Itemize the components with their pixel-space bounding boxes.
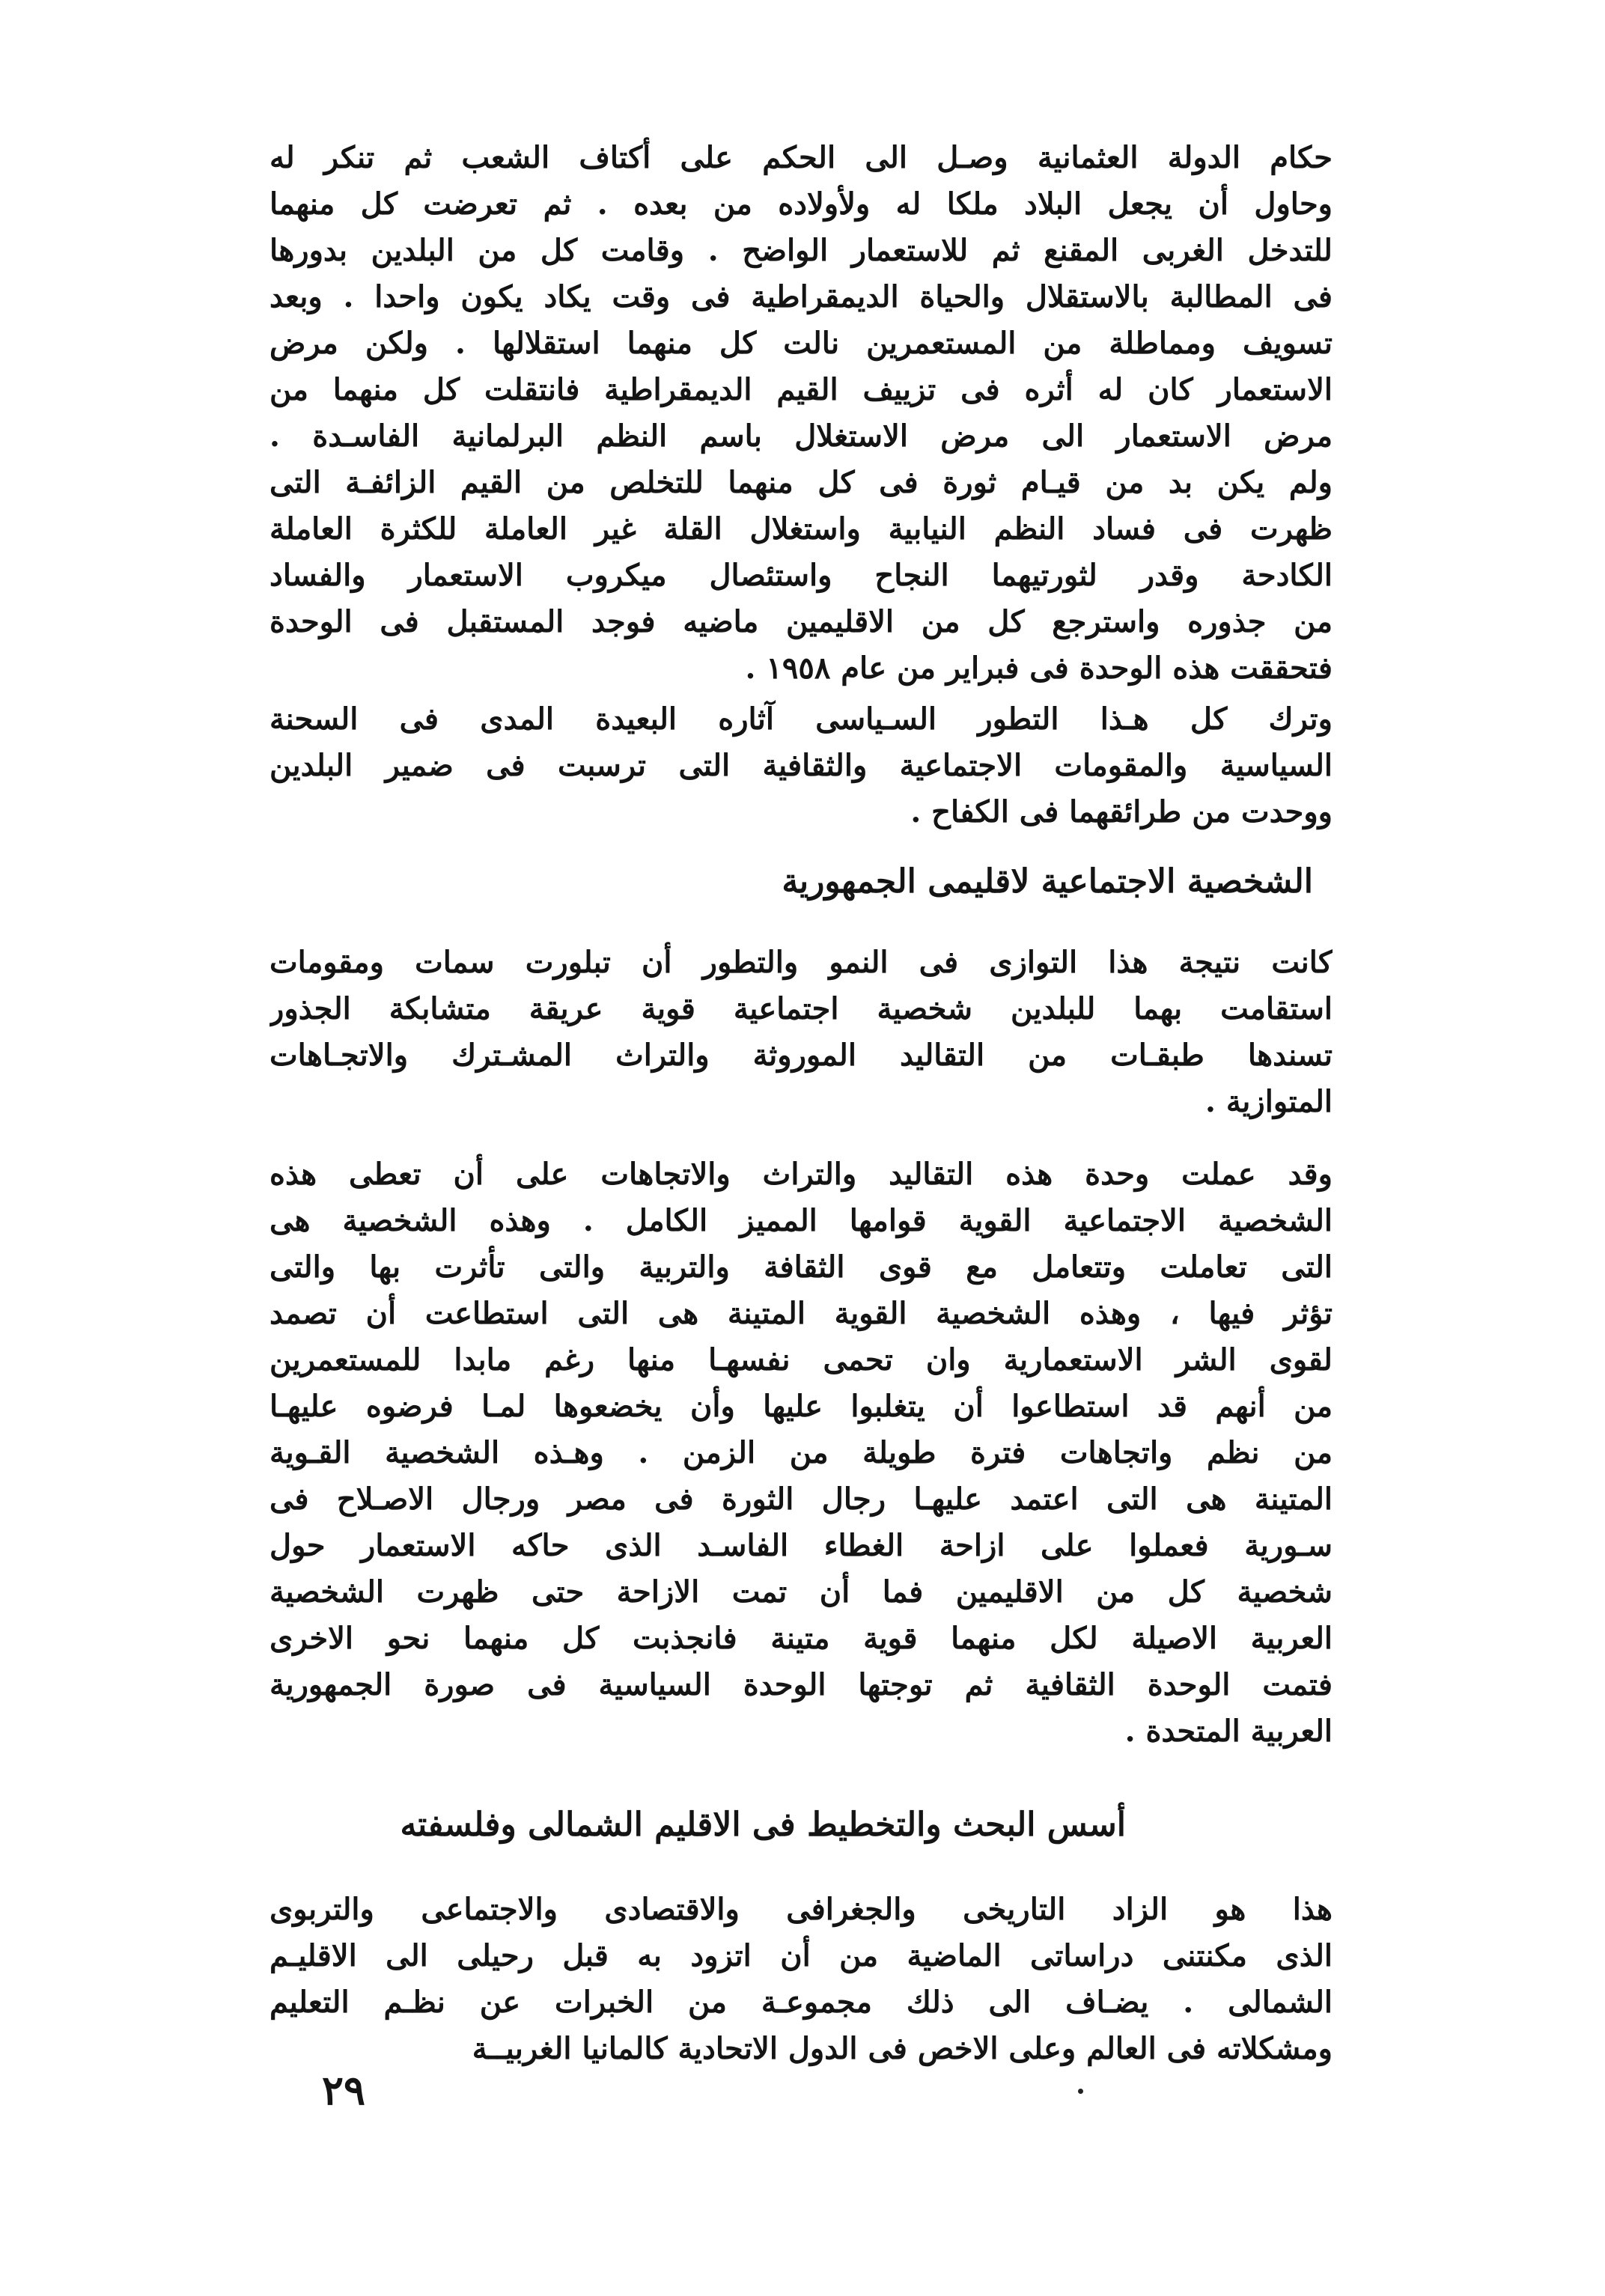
text-line: حكام الدولة العثمانية وصـل الى الحكم على أكتاف الشعب ثم تنكر له	[269, 140, 1333, 175]
text-line: السياسية والمقومات الاجتماعية والثقافية التى ترسبت فى ضمير البلدين	[269, 748, 1333, 783]
text-line: من جذوره واسترجع كل من الاقليمين ماضيه فوجد المستقبل فى الوحدة	[269, 604, 1333, 639]
text-line: وقد عملت وحدة هذه التقاليد والتراث والاتجاهات على أن تعطى هذه	[269, 1157, 1333, 1192]
paragraph-political-evolution	[269, 696, 1333, 835]
text-line: وحاول أن يجعل البلاد ملكا له ولأولاده من بعده . ثم تعرضت كل منهما	[269, 186, 1333, 222]
text-line: العربية المتحدة .	[1124, 1714, 1333, 1749]
text-line: التى تعاملت وتتعامل مع قوى الثقافة والتربية والتى تأثرت بها والتى	[269, 1249, 1333, 1285]
page-number: ٢٩	[322, 2066, 366, 2114]
print-mark	[1078, 2089, 1083, 2094]
text-line: الشمالى . يضـاف الى ذلك مجموعـة من الخبرات عن نظـم التعليم	[269, 1985, 1333, 2020]
text-line: الشخصية الاجتماعية القوية قوامها المميز الكامل . وهذه الشخصية هى	[269, 1203, 1333, 1238]
text-line: للتدخل الغربى المقنع ثم للاستعمار الواضح . وقامت كل من البلدين بدورها	[269, 233, 1333, 268]
text-line: الكادحة وقدر لثورتيهما النجاح واستئصال ميكروب الاستعمار والفساد	[269, 558, 1333, 593]
text-line: الاستعمار كان له أثره فى تزييف القيم الديمقراطية فانتقلت كل منهما من	[269, 372, 1333, 407]
section-heading-social-identity: الشخصية الاجتماعية لاقليمى الجمهورية	[782, 862, 1313, 901]
text-line: هذا هو الزاد التاريخى والجغرافى والاقتصادى والاجتماعى والتربوى	[269, 1892, 1333, 1927]
paragraph-parallel-growth	[269, 940, 1333, 1125]
text-line: من نظم واتجاهات فترة طويلة من الزمن . وهـذه الشخصية القـوية	[269, 1435, 1333, 1470]
text-line: فتحققت هذه الوحدة فى فبراير من عام ١٩٥٨ .	[745, 651, 1333, 686]
paragraph-traditions-unity	[269, 1151, 1333, 1755]
text-line: العربية الاصيلة لكل منهما قوية متينة فانجذبت كل منهما نحو الاخرى	[269, 1621, 1333, 1656]
text-line: سـورية فعملوا على ازاحة الغطاء الفاسـد الذى حاكه الاستعمار حول	[269, 1528, 1333, 1563]
text-line: استقامت بهما للبلدين شخصية اجتماعية قوية عريقة متشابكة الجذور	[269, 991, 1333, 1026]
paragraph-knowledge-base	[269, 1887, 1333, 2072]
section-heading-research-foundations: أسس البحث والتخطيط فى الاقليم الشمالى وفلسفته	[400, 1806, 1126, 1844]
text-line: المتينة هى التى اعتمد عليهـا رجال الثورة فى مصر ورجال الاصـلاح فى	[269, 1482, 1333, 1517]
text-line: وترك كل هـذا التطور السـياسى آثاره البعيدة المدى فى السحنة	[269, 701, 1333, 737]
paragraph-history	[269, 135, 1333, 692]
text-line: الذى مكنتنى دراساتى الماضية من أن اتزود به قبل رحيلى الى الاقليـم	[269, 1938, 1333, 1973]
text-line: ومشكلاته فى العالم وعلى الاخص فى الدول الاتحادية كالمانيا الغربيــة	[472, 2031, 1333, 2066]
text-line: ووحدت من طرائقهما فى الكفاح .	[910, 794, 1333, 829]
text-line: مرض الاستعمار الى مرض الاستغلال باسم النظم البرلمانية الفاسـدة .	[269, 418, 1333, 454]
text-line: تسويف ومماطلة من المستعمرين نالت كل منهما استقلالها . ولكن مرض	[269, 326, 1333, 361]
text-line: المتوازية .	[1204, 1084, 1333, 1119]
text-line: ظهرت فى فساد النظم النيابية واستغلال القلة غير العاملة للكثرة العاملة	[269, 511, 1333, 546]
text-line: شخصية كل من الاقليمين فما أن تمت الازاحة حتى ظهرت الشخصية	[269, 1574, 1333, 1610]
text-line: تسندها طبقـات من التقاليد الموروثة والتراث المشـترك والاتجـاهات	[269, 1038, 1333, 1073]
text-line: لقوى الشر الاستعمارية وان تحمى نفسهـا منها رغم مابدا للمستعمرين	[269, 1342, 1333, 1377]
text-line: فتمت الوحدة الثقافية ثم توجتها الوحدة السياسية فى صورة الجمهورية	[269, 1667, 1333, 1702]
text-line: من أنهم قد استطاعوا أن يتغلبوا عليها وأن يخضعوها لمـا فرضوه عليهـا	[269, 1389, 1333, 1424]
text-line: ولم يكن بد من قيـام ثورة فى كل منهما للتخلص من القيم الزائفـة التى	[269, 465, 1333, 500]
text-line: كانت نتيجة هذا التوازى فى النمو والتطور أن تبلورت سمات ومقومات	[269, 945, 1333, 980]
text-line: تؤثر فيها ، وهذه الشخصية القوية المتينة هى التى استطاعت أن تصمد	[269, 1296, 1333, 1331]
text-line: فى المطالبة بالاستقلال والحياة الديمقراطية فى وقت يكاد يكون واحدا . وبعد	[269, 279, 1333, 314]
